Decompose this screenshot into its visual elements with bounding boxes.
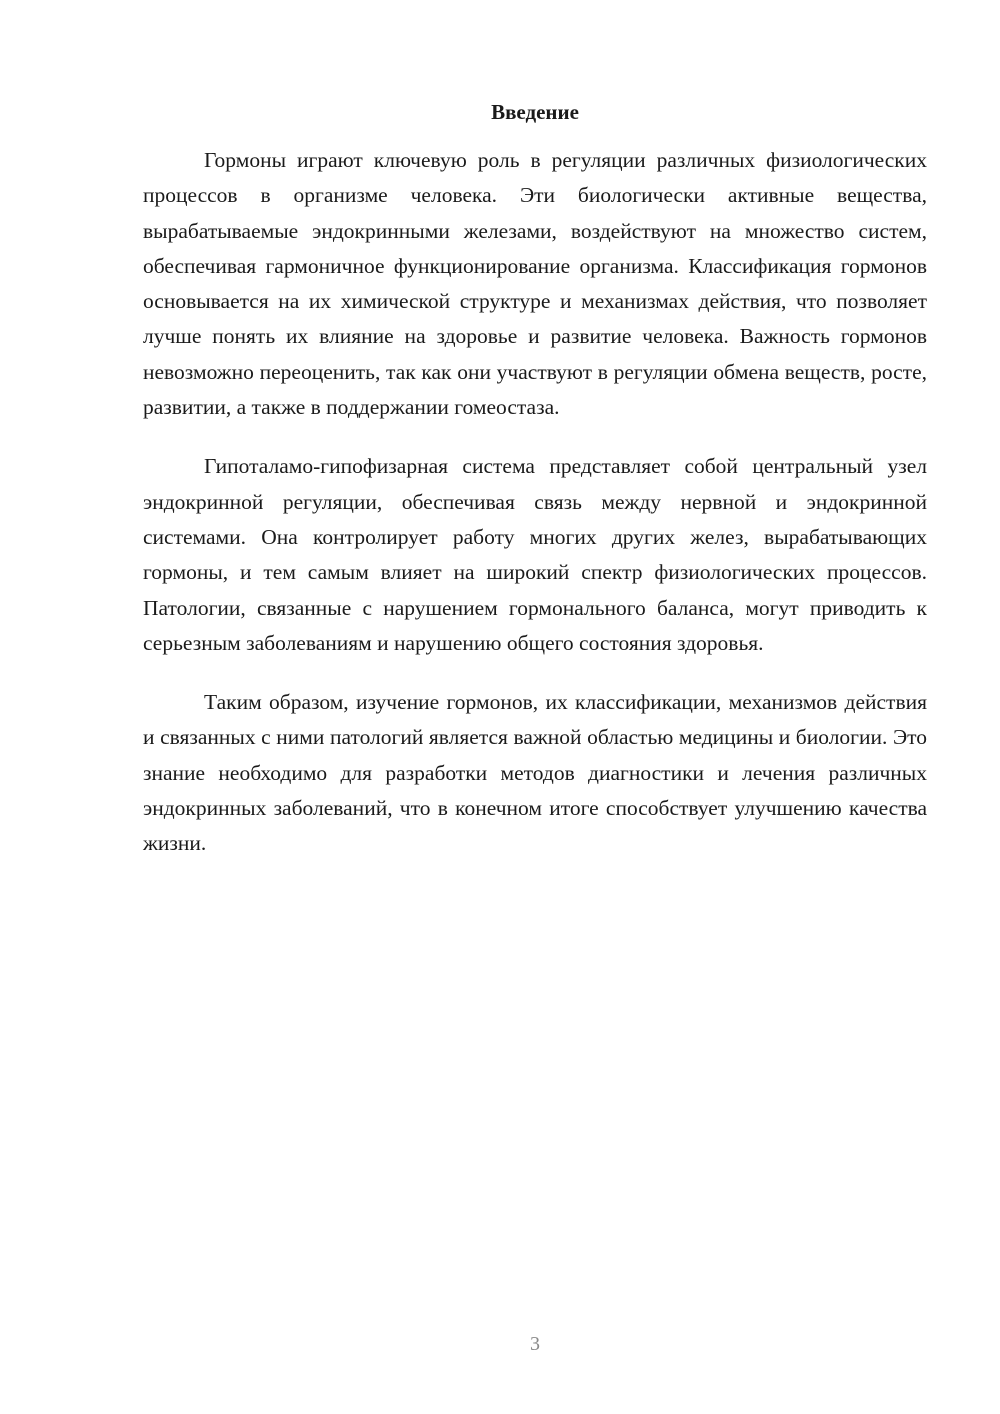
paragraph-2: Гипоталамо-гипофизарная система представляет собой центральный узел эндокринной регуляции, обеспечивая связь между нервной и эндокринной системами. Она контролирует работу многих других желез, вырабатывающих гормоны, и тем самым влияет на широкий спектр физиологических процессов. Патологии, связанные с нарушением гормонального баланса, могут приводить к серьезным заболеваниям и нарушению общего состояния здоровья.: [143, 454, 927, 655]
page-number: 3: [530, 1333, 540, 1355]
paragraph-1: Гормоны играют ключевую роль в регуляции различных физиологических процессов в организме человека. Эти биологически активные вещества, вырабатываемые эндокринными железами, воздействуют на множество систем, обеспечивая гармоничное функционирование организма. Классификация гормонов основывается на их химической структуре и механизмах действия, что позволяет лучше понять их влияние на здоровье и развитие человека. Важность гормонов невозможно переоценить, так как они участвуют в регуляции обмена веществ, росте, развитии, а также в поддержании гомеостаза.: [143, 148, 927, 420]
body-text: [143, 143, 927, 886]
paragraph-3: Таким образом, изучение гормонов, их классификации, механизмов действия и связанных с ними патологий является важной областью медицины и биологии. Это знание необходимо для разработки методов диагностики и лечения различных эндокринных заболеваний, что в конечном итоге способствует улучшению качества жизни.: [143, 690, 927, 856]
section-heading: Введение: [491, 100, 579, 124]
